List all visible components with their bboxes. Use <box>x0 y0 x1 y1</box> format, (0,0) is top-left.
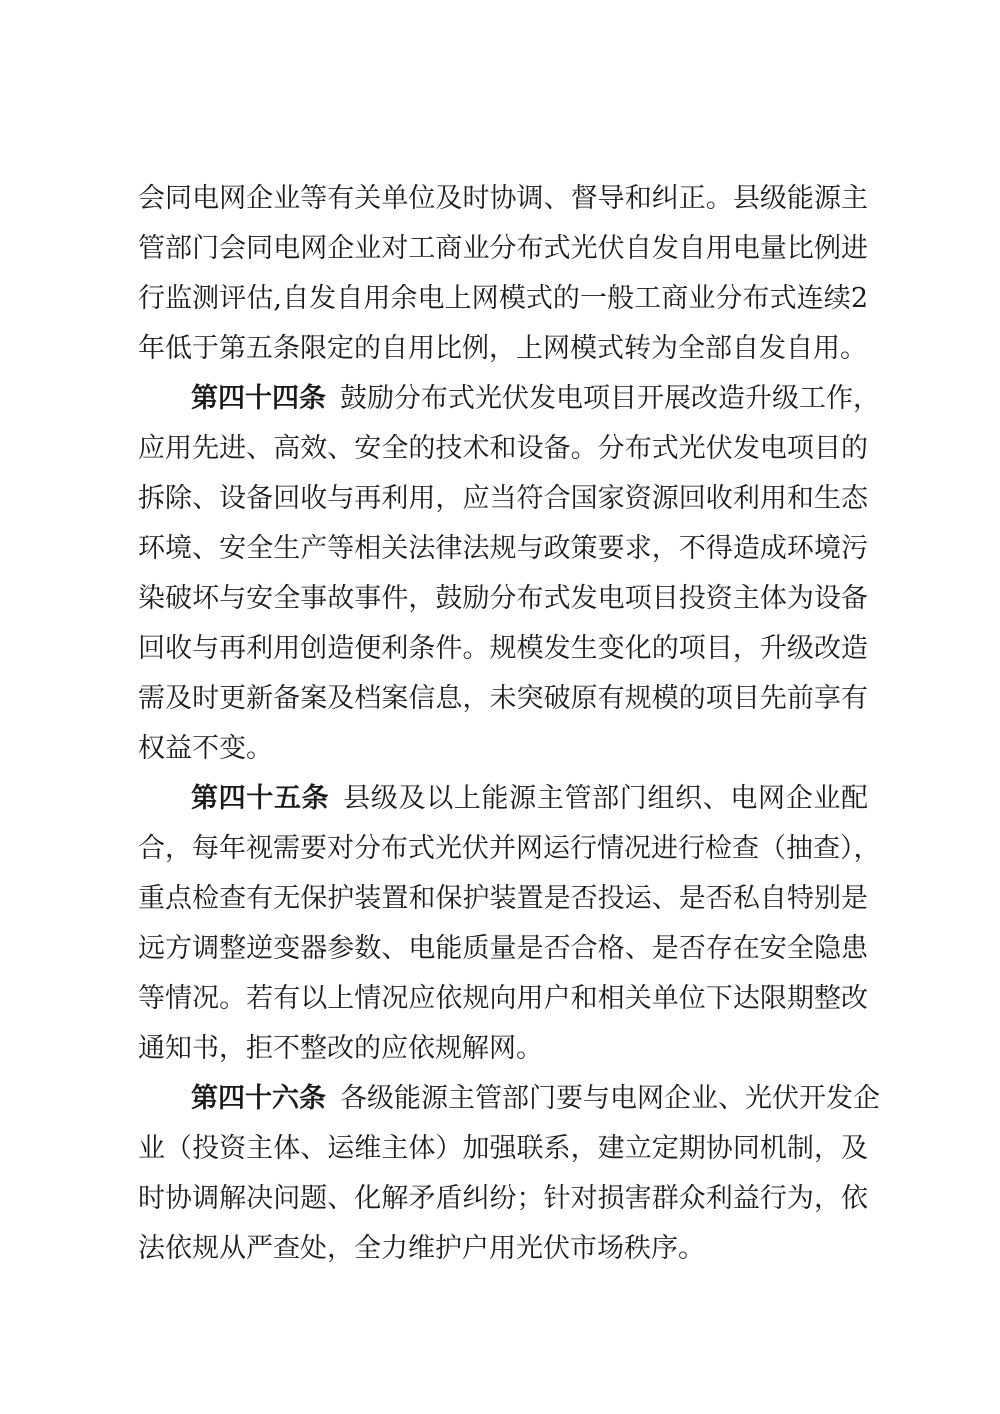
text-line: 行监测评估,自发自用余电上网模式的一般工商业分布式连续2 <box>138 283 868 314</box>
text-line: 法依规从严查处，全力维护户用光伏市场秩序。 <box>138 1233 705 1264</box>
article-heading: 第四十五条 <box>191 783 330 814</box>
text-line: 重点检查有无保护装置和保护装置是否投运、是否私自特别是 <box>138 883 868 914</box>
text-line: 业（投资主体、运维主体）加强联系，建立定期协同机制，及 <box>138 1133 868 1164</box>
text-line: 管部门会同电网企业对工商业分布式光伏自发自用电量比例进 <box>138 233 868 264</box>
text-span: 鼓励分布式光伏发电项目开展改造升级工作， <box>340 383 880 414</box>
article-45-first-line <box>191 779 868 819</box>
text-line: 染破坏与安全事故事件，鼓励分布式发电项目投资主体为设备 <box>138 583 868 614</box>
text-line: 通知书，拒不整改的应依规解网。 <box>138 1033 543 1064</box>
text-line: 年低于第五条限定的自用比例，上网模式转为全部自发自用。 <box>138 333 867 364</box>
text-line: 应用先进、高效、安全的技术和设备。分布式光伏发电项目的 <box>138 433 868 464</box>
text-line: 拆除、设备回收与再利用，应当符合国家资源回收利用和生态 <box>138 483 868 514</box>
text-line: 权益不变。 <box>138 733 273 764</box>
article-46-first-line <box>191 1079 880 1119</box>
text-line: 等情况。若有以上情况应依规向用户和相关单位下达限期整改 <box>138 983 868 1014</box>
text-line: 会同电网企业等有关单位及时协调、督导和纠正。县级能源主 <box>138 183 868 214</box>
text-line: 合，每年视需要对分布式光伏并网运行情况进行检查（抽查）， <box>138 833 881 864</box>
text-line: 环境、安全生产等相关法律法规与政策要求，不得造成环境污 <box>138 533 868 564</box>
text-line: 时协调解决问题、化解矛盾纠纷；针对损害群众利益行为，依 <box>138 1183 868 1214</box>
text-line: 远方调整逆变器参数、电能质量是否合格、是否存在安全隐患 <box>138 933 868 964</box>
text-line: 回收与再利用创造便利条件。规模发生变化的项目，升级改造 <box>138 633 868 664</box>
text-span: 县级及以上能源主管部门组织、电网企业配 <box>343 783 869 814</box>
text-span: 各级能源主管部门要与电网企业、光伏开发企 <box>340 1083 880 1114</box>
article-heading: 第四十六条 <box>191 1083 326 1114</box>
article-44-first-line <box>191 379 880 419</box>
text-line: 需及时更新备案及档案信息，未突破原有规模的项目先前享有 <box>138 683 868 714</box>
article-heading: 第四十四条 <box>191 383 326 414</box>
